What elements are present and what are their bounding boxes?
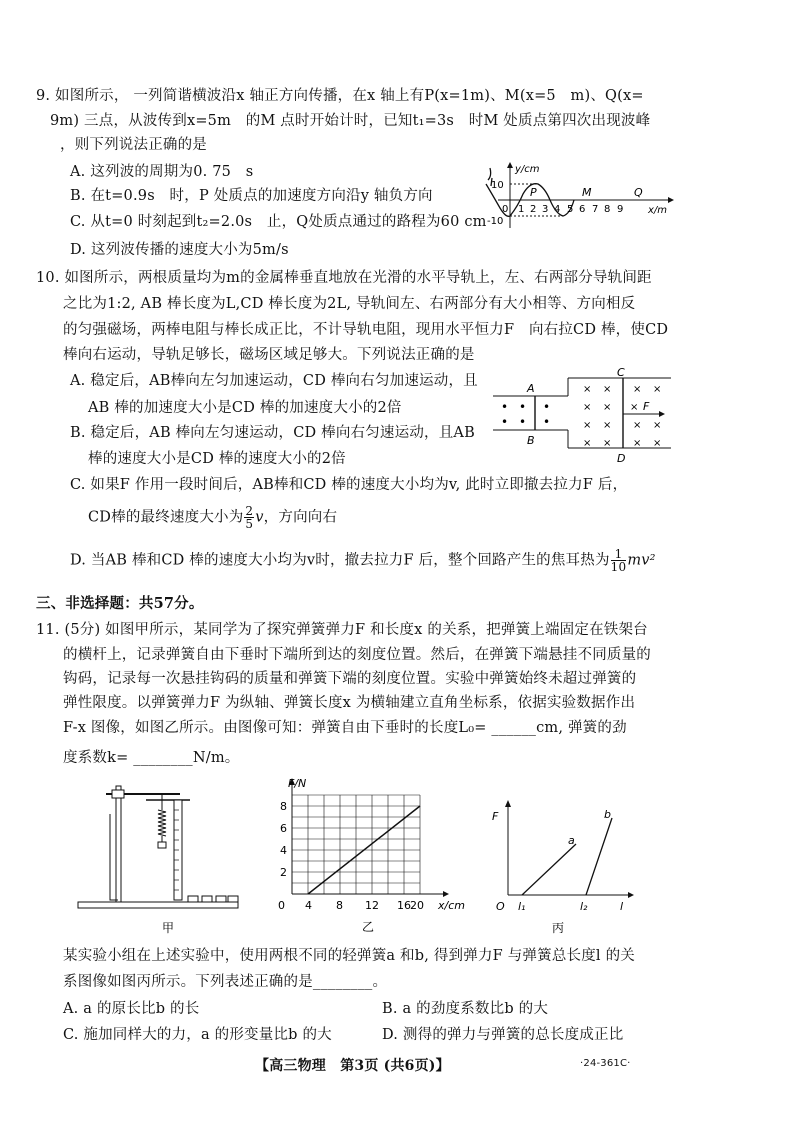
svg-text:•: • [501, 415, 509, 429]
svg-text:5: 5 [567, 204, 574, 215]
q9-option-b: B. 在t=0.9s 时，P 处质点的加速度方向沿y 轴负方向 [70, 188, 433, 204]
svg-text:2: 2 [280, 866, 287, 879]
footer-code: ·24-361C· [580, 1058, 631, 1069]
svg-text:8: 8 [604, 204, 611, 215]
q11-caption-jia: 甲 [162, 921, 175, 935]
q11-option-d: D. 测得的弹力与弹簧的总长度成正比 [382, 1027, 624, 1043]
svg-text:×: × [603, 420, 612, 431]
q10-label-c: C [617, 366, 625, 379]
q9-y-pos: 10 [491, 180, 504, 191]
q11-figure-yi [262, 775, 467, 935]
q11-bing-label-b: b [604, 808, 611, 821]
svg-text:×: × [583, 420, 592, 431]
q11-option-c: C. 施加同样大的力，a 的形变量比b 的大 [63, 1027, 332, 1043]
q9-ylabel: y/cm [515, 164, 540, 175]
q9-line3: ，则下列说法正确的是 [60, 137, 207, 153]
q9-line1: 9. 如图所示， 一列简谐横波沿x 轴正方向传播，在x 轴上有P(x=1m)、M(x=5 m)、Q(x= [36, 88, 644, 104]
svg-text:20: 20 [410, 899, 424, 912]
q10-option-c-text: CD棒的最终速度大小为 [88, 509, 244, 526]
q10-field-dots [501, 400, 550, 429]
svg-text:×: × [603, 384, 612, 395]
q10-field-crosses [583, 384, 661, 449]
q10-option-a-line1: A. 稳定后，AB棒向左匀加速运动，CD 棒向右匀加速运动，且 [70, 373, 478, 389]
svg-text:3: 3 [542, 204, 549, 215]
q11-option-a: A. a 的原长比b 的长 [63, 1001, 200, 1017]
svg-text:4: 4 [280, 844, 287, 857]
svg-text:8: 8 [336, 899, 343, 912]
svg-text:•: • [543, 400, 551, 414]
q11-bing-line-a [522, 844, 576, 895]
q11-yi-grid [292, 795, 420, 894]
q11-stand-pole [116, 786, 121, 902]
q10-line4: 棒向右运动，导轨足够长，磁场区域足够大。下列说法正确的是 [63, 347, 475, 363]
q11-line2: 的横杆上，记录弹簧自由下垂时下端所到达的刻度位置。然后，在弹簧下端悬挂不同质量的 [63, 647, 651, 663]
q10-label-a: A [527, 382, 535, 395]
svg-text:8: 8 [280, 800, 287, 813]
svg-text:16: 16 [397, 899, 411, 912]
q9-y-neg: -10 [487, 216, 504, 227]
q11-line6: 度系数k= ________N/m。 [63, 750, 240, 766]
svg-text:•: • [519, 415, 527, 429]
svg-text:12: 12 [365, 899, 379, 912]
section-3-heading: 三、非选择题：共57分。 [36, 595, 204, 612]
svg-text:2: 2 [530, 204, 537, 215]
q11-option-b: B. a 的劲度系数比b 的大 [382, 1001, 549, 1017]
q11-line5: F-x 图像，如图乙所示。由图像可知：弹簧自由下垂时的长度L₀= ______cm, 弹簧的劲 [63, 720, 627, 736]
q11-caption-yi: 乙 [362, 920, 375, 934]
svg-text:×: × [633, 420, 642, 431]
q10-option-b-line2: 棒的速度大小是CD 棒的速度大小的2倍 [88, 451, 346, 467]
q9-origin: 0 [502, 204, 509, 215]
svg-text:×: × [633, 384, 642, 395]
q9-point-m: M [582, 186, 592, 199]
svg-text:×: × [583, 438, 592, 449]
q10-option-c-line1: C. 如果F 作用一段时间后，AB棒和CD 棒的速度大小均为v, 此时立即撤去拉力F 后， [70, 477, 628, 493]
q10-label-f: F [643, 400, 650, 413]
q11-yi-xticks [305, 899, 424, 912]
q11-bing-l1: l₁ [518, 900, 526, 913]
svg-text:×: × [583, 402, 592, 413]
q11-bing-label-a: a [568, 834, 575, 847]
q10-label-b: B [527, 434, 535, 447]
q10-line2: 之比为1:2, AB 棒长度为L,CD 棒长度为2L, 导轨间左、右两部分有大小相等、方向相反 [63, 296, 636, 312]
q9-point-p: P [530, 186, 537, 199]
q11-line3: 钩码，记录每一次悬挂钩码的质量和弹簧下端的刻度位置。实验中弹簧始终未超过弹簧的 [63, 671, 637, 687]
q11-bing-xlabel: l [620, 900, 624, 913]
svg-text:•: • [501, 400, 509, 414]
svg-text:×: × [603, 438, 612, 449]
q11-yi-origin: 0 [278, 899, 285, 912]
q11-yi-yticks [280, 800, 287, 879]
svg-text:4: 4 [554, 204, 561, 215]
q11-yi-xlabel: x/cm [438, 899, 465, 912]
q11-bing-line-b [586, 818, 612, 895]
q11-bing-l2: l₂ [580, 900, 588, 913]
q9-option-a: A. 这列波的周期为0. 75 s [70, 164, 254, 180]
q11-bing-ylabel: F [492, 810, 499, 823]
svg-text:×: × [653, 420, 662, 431]
q10-line3: 的匀强磁场，两棒电阻与棒长成正比，不计导轨电阻，现用水平恒力F 向右拉CD 棒，使CD [63, 322, 669, 338]
svg-text:×: × [653, 438, 662, 449]
q11-line1: 11. (5分) 如图甲所示，某同学为了探究弹簧弹力F 和长度x 的关系，把弹簧上端固定在铁架台 [36, 622, 648, 638]
svg-text:4: 4 [305, 899, 312, 912]
svg-text:×: × [653, 384, 662, 395]
q10-force-arrow [659, 411, 665, 417]
q9-point-q: Q [634, 186, 643, 199]
q10-option-d: D. 当AB 棒和CD 棒的速度大小均为v时，撤去拉力F 后，整个回路产生的焦耳热为 $\frac{1}{10}$ mv² [70, 547, 656, 574]
q9-xlabel: x/m [648, 205, 668, 216]
q10-option-c-fraction: $\frac{2}{5}$ [245, 504, 254, 531]
svg-text:•: • [519, 400, 527, 414]
q11-weights [188, 896, 238, 902]
q11-line7: 某实验小组在上述实验中，使用两根不同的轻弹簧a 和b, 得到弹力F 与弹簧总长度l 的关 [63, 948, 635, 964]
q11-yi-ylabel: F/N [288, 777, 307, 790]
q10-option-c-line2: CD棒的最终速度大小为 $\frac{2}{5}$ v，方向向右 [88, 504, 338, 531]
q9-option-c: C. 从t=0 时刻起到t₂=2.0s 止，Q处质点通过的路程为60 cm [70, 214, 487, 230]
q9-ticks [518, 204, 623, 215]
q10-label-d: D [617, 452, 626, 465]
q9-wave-figure [478, 160, 678, 230]
q11-line4: 弹性限度。以弹簧弹力F 为纵轴、弹簧长度x 为横轴建立直角坐标系，依据实验数据作出 [63, 695, 636, 711]
q11-caption-bing: 丙 [552, 921, 565, 935]
q11-line8: 系图像如图丙所示。下列表述正确的是________。 [63, 974, 388, 990]
q10-line1: 10. 如图所示，两根质量均为m的金属棒垂直地放在光滑的水平导轨上，左、右两部分导轨间距 [36, 270, 652, 286]
svg-text:1: 1 [518, 204, 525, 215]
q10-option-b-line1: B. 稳定后，AB 棒向左匀速运动，CD 棒向右匀速运动，且AB [70, 425, 475, 441]
svg-text:6: 6 [280, 822, 287, 835]
q9-option-d: D. 这列波传播的速度大小为5m/s [70, 242, 289, 258]
q11-bing-origin: O [496, 900, 505, 913]
svg-text:•: • [543, 415, 551, 429]
svg-text:9: 9 [617, 204, 624, 215]
svg-text:6: 6 [579, 204, 586, 215]
svg-text:7: 7 [592, 204, 599, 215]
svg-text:×: × [630, 402, 639, 413]
q11-figure-jia [70, 780, 250, 935]
q11-figure-bing [492, 798, 642, 938]
q10-option-a-line2: AB 棒的加速度大小是CD 棒的加速度大小的2倍 [88, 400, 402, 416]
q9-line2: 9m) 三点，从波传到x=5m 的M 点时开始计时，已知t₁=3s 时M 处质点第四次出现波峰 [50, 113, 651, 129]
footer-title: 【高三物理 第3页 (共6页)】 [255, 1058, 450, 1074]
svg-text:×: × [583, 384, 592, 395]
q10-option-d-fraction: $\frac{1}{10}$ [610, 547, 627, 574]
q10-rails-figure [493, 366, 678, 466]
svg-text:×: × [633, 438, 642, 449]
q11-spring [158, 810, 166, 836]
svg-text:×: × [603, 402, 612, 413]
